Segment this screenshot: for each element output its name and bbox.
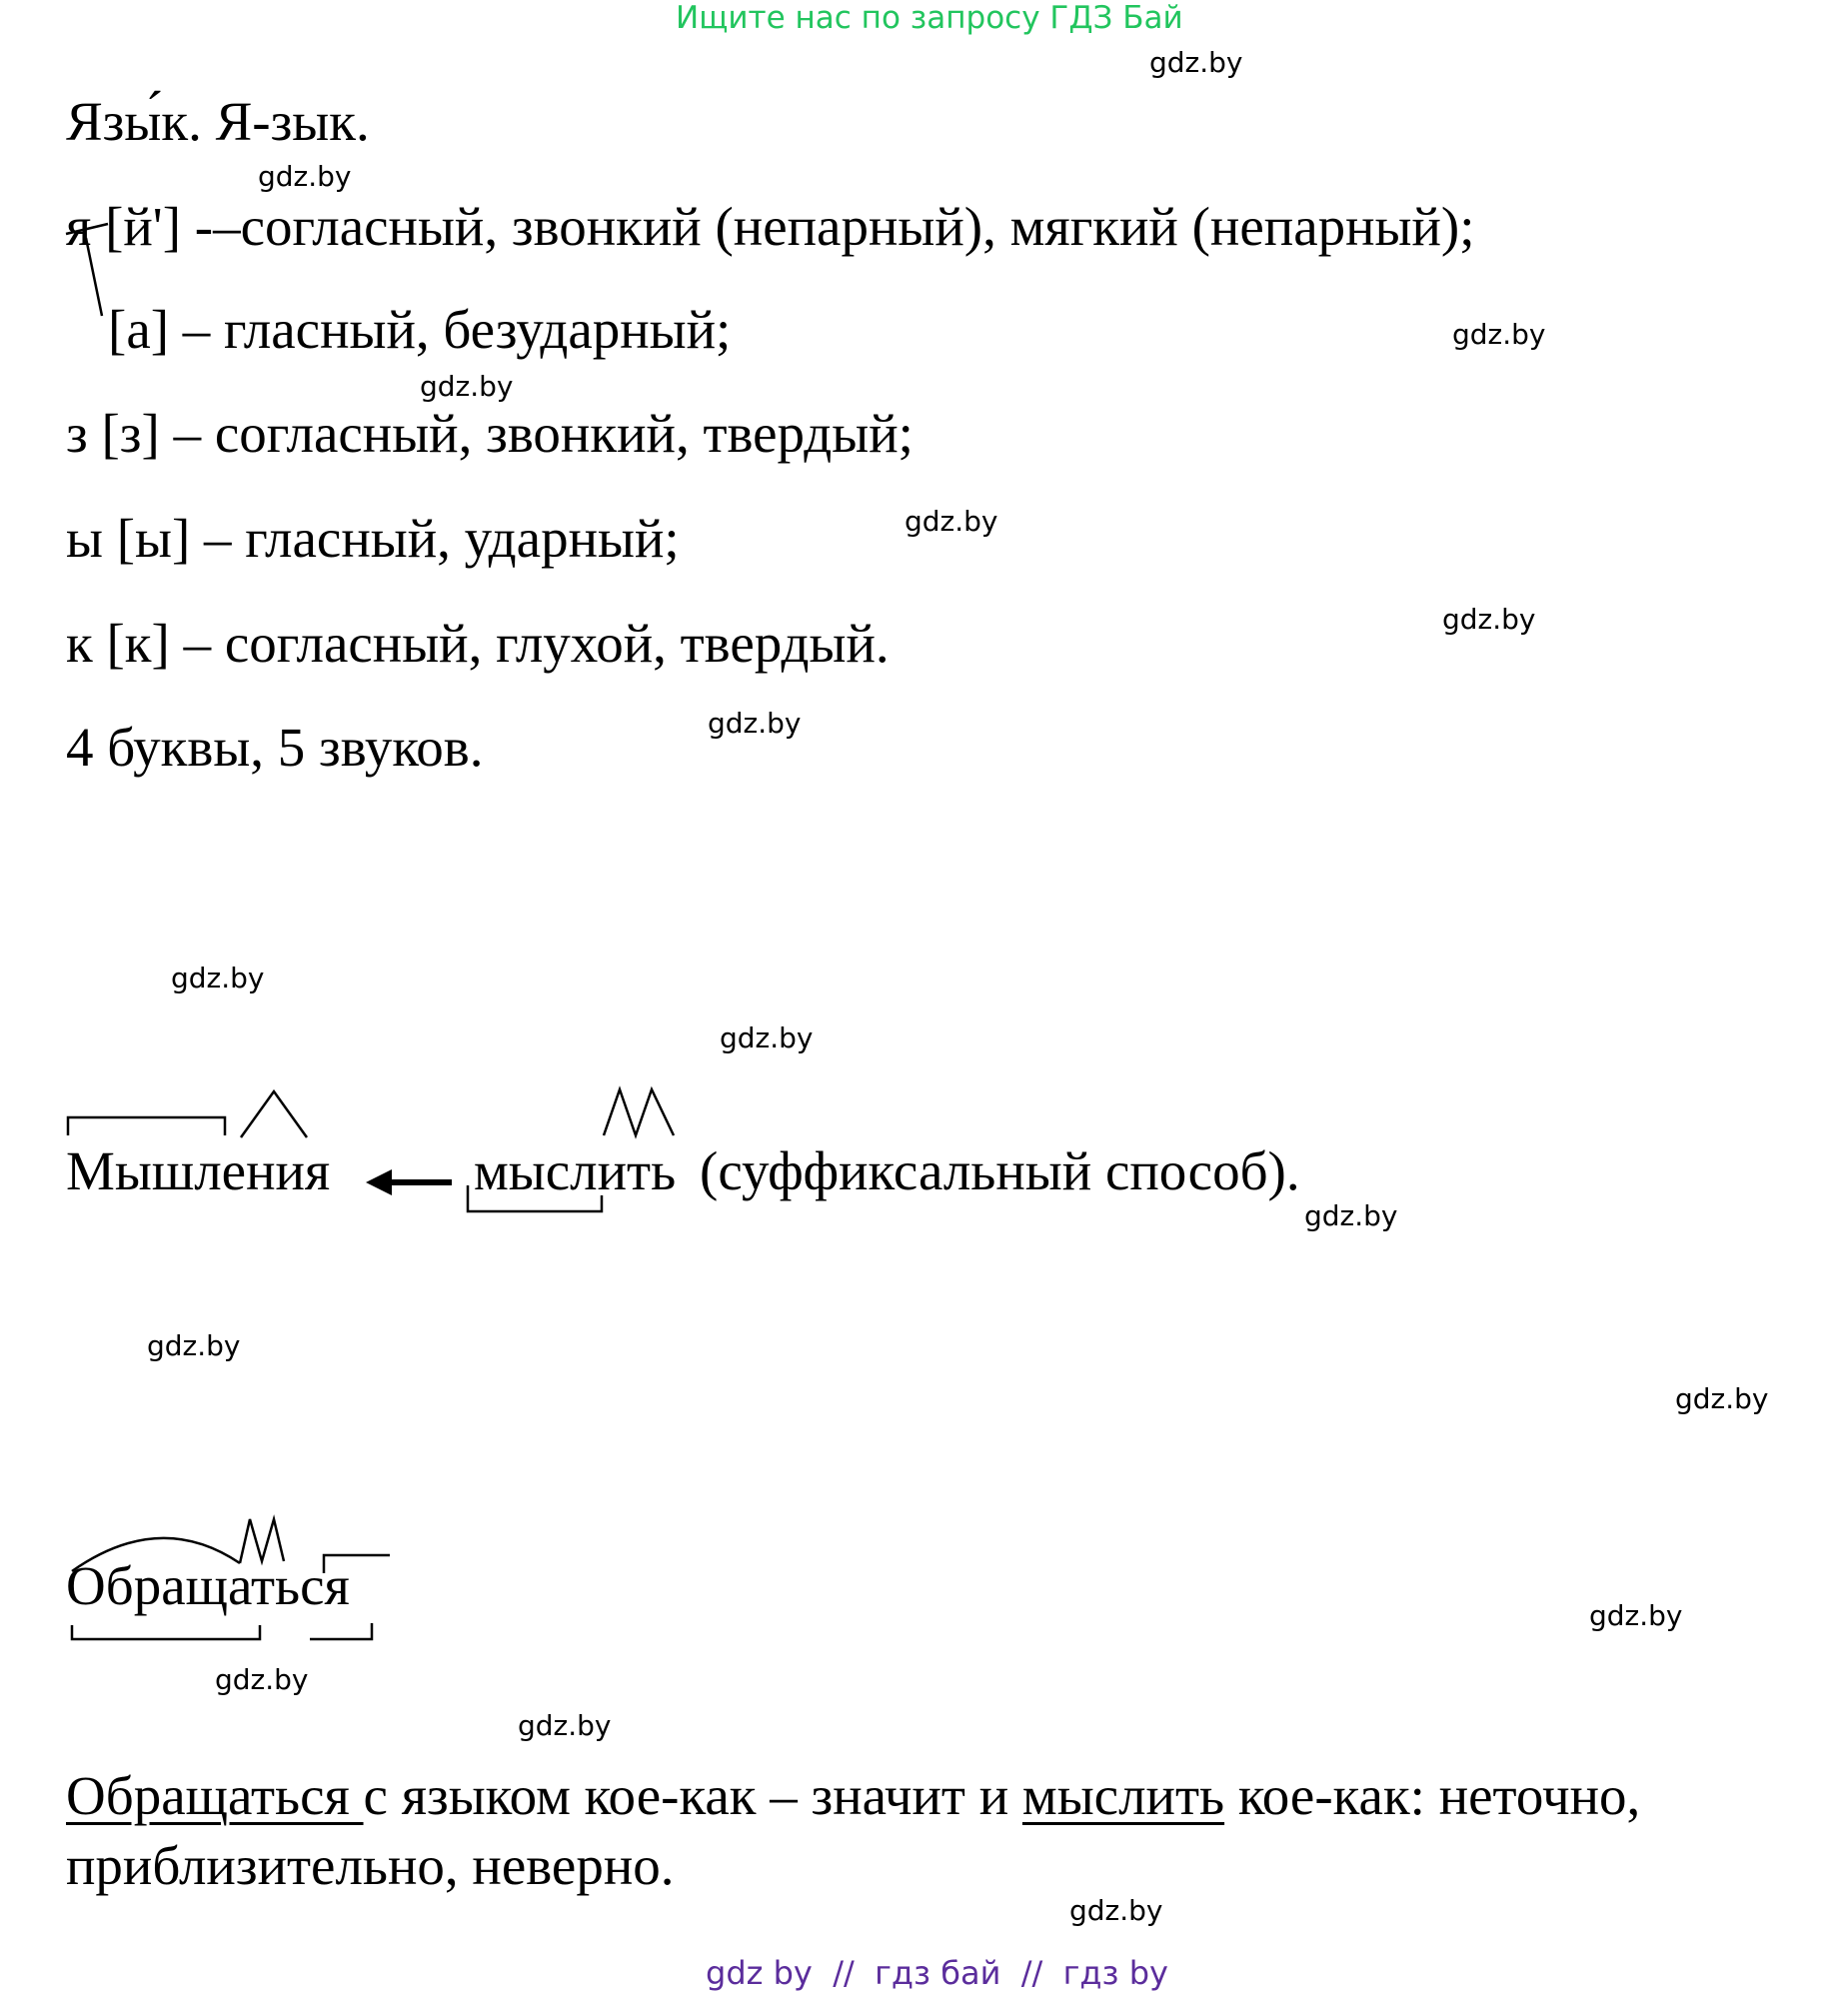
base-bracket: [72, 1625, 260, 1639]
analysis-summary: 4 буквы, 5 звуков.: [66, 717, 484, 778]
suffix-mark: [240, 1519, 284, 1563]
sentence-part-2: кое-как: неточно,: [1224, 1765, 1641, 1826]
watermark: gdz.by: [1149, 46, 1243, 79]
line-k: к [к] – согласный, глухой, твердый.: [66, 613, 890, 674]
root-arc: [72, 1538, 240, 1571]
watermark: gdz.by: [720, 1021, 814, 1054]
watermark: gdz.by: [420, 370, 514, 403]
derivation-arrow-head: [366, 1169, 392, 1195]
sound-split-mark: [66, 224, 108, 234]
line-a: [а] – гласный, безударный;: [108, 299, 732, 360]
watermark: gdz.by: [1304, 1199, 1398, 1232]
line-ya-rest: [й'] -–согласный, звонкий (непарный), мягкий (непарный);: [105, 196, 1475, 257]
line-y: ы [ы] – гласный, ударный;: [66, 508, 680, 569]
footer-text: gdz by // гдз бай // гдз by: [706, 1954, 1168, 1992]
base-bracket: [468, 1185, 602, 1211]
derived-word: Мышления: [66, 1140, 331, 1201]
suffix-mark: [241, 1091, 307, 1137]
postfix-bracket: [324, 1555, 390, 1573]
watermark: gdz.by: [1675, 1382, 1769, 1415]
watermark: gdz.by: [518, 1709, 612, 1742]
sentence-line-2: приблизительно, неверно.: [66, 1835, 675, 1896]
sentence-part-1: с языком кое-как – значит и: [363, 1765, 1022, 1826]
watermark: gdz.by: [215, 1663, 309, 1696]
suffix-mark: [604, 1089, 674, 1135]
source-word: мыслить: [474, 1140, 677, 1201]
stem-bracket: [68, 1117, 225, 1135]
sentence-underlined-2: мыслить: [1021, 1765, 1225, 1826]
watermark: gdz.by: [171, 962, 265, 995]
watermark: gdz.by: [905, 505, 998, 538]
watermark: gdz.by: [1589, 1599, 1683, 1632]
base-bracket: [310, 1623, 372, 1639]
analysis-title: Язы́к. Я-зык.: [66, 91, 370, 152]
watermark: gdz.by: [147, 1329, 241, 1362]
watermark: gdz.by: [1442, 603, 1536, 636]
header-search-hint: Ищите нас по запросу ГДЗ Бай: [676, 0, 1183, 36]
derivation-method: (суффиксальный способ).: [700, 1140, 1300, 1201]
watermark: gdz.by: [258, 160, 352, 193]
line-z: з [з] – согласный, звонкий, твердый;: [66, 403, 914, 464]
sentence-underlined-1: Обращаться: [66, 1765, 364, 1826]
watermark: gdz.by: [708, 707, 802, 740]
watermark: gdz.by: [1452, 318, 1546, 351]
morphemic-word: Обращаться: [66, 1555, 350, 1616]
line-ya-letter: я: [66, 196, 92, 257]
watermark: gdz.by: [1069, 1894, 1163, 1927]
sound-split-mark: [86, 238, 102, 316]
